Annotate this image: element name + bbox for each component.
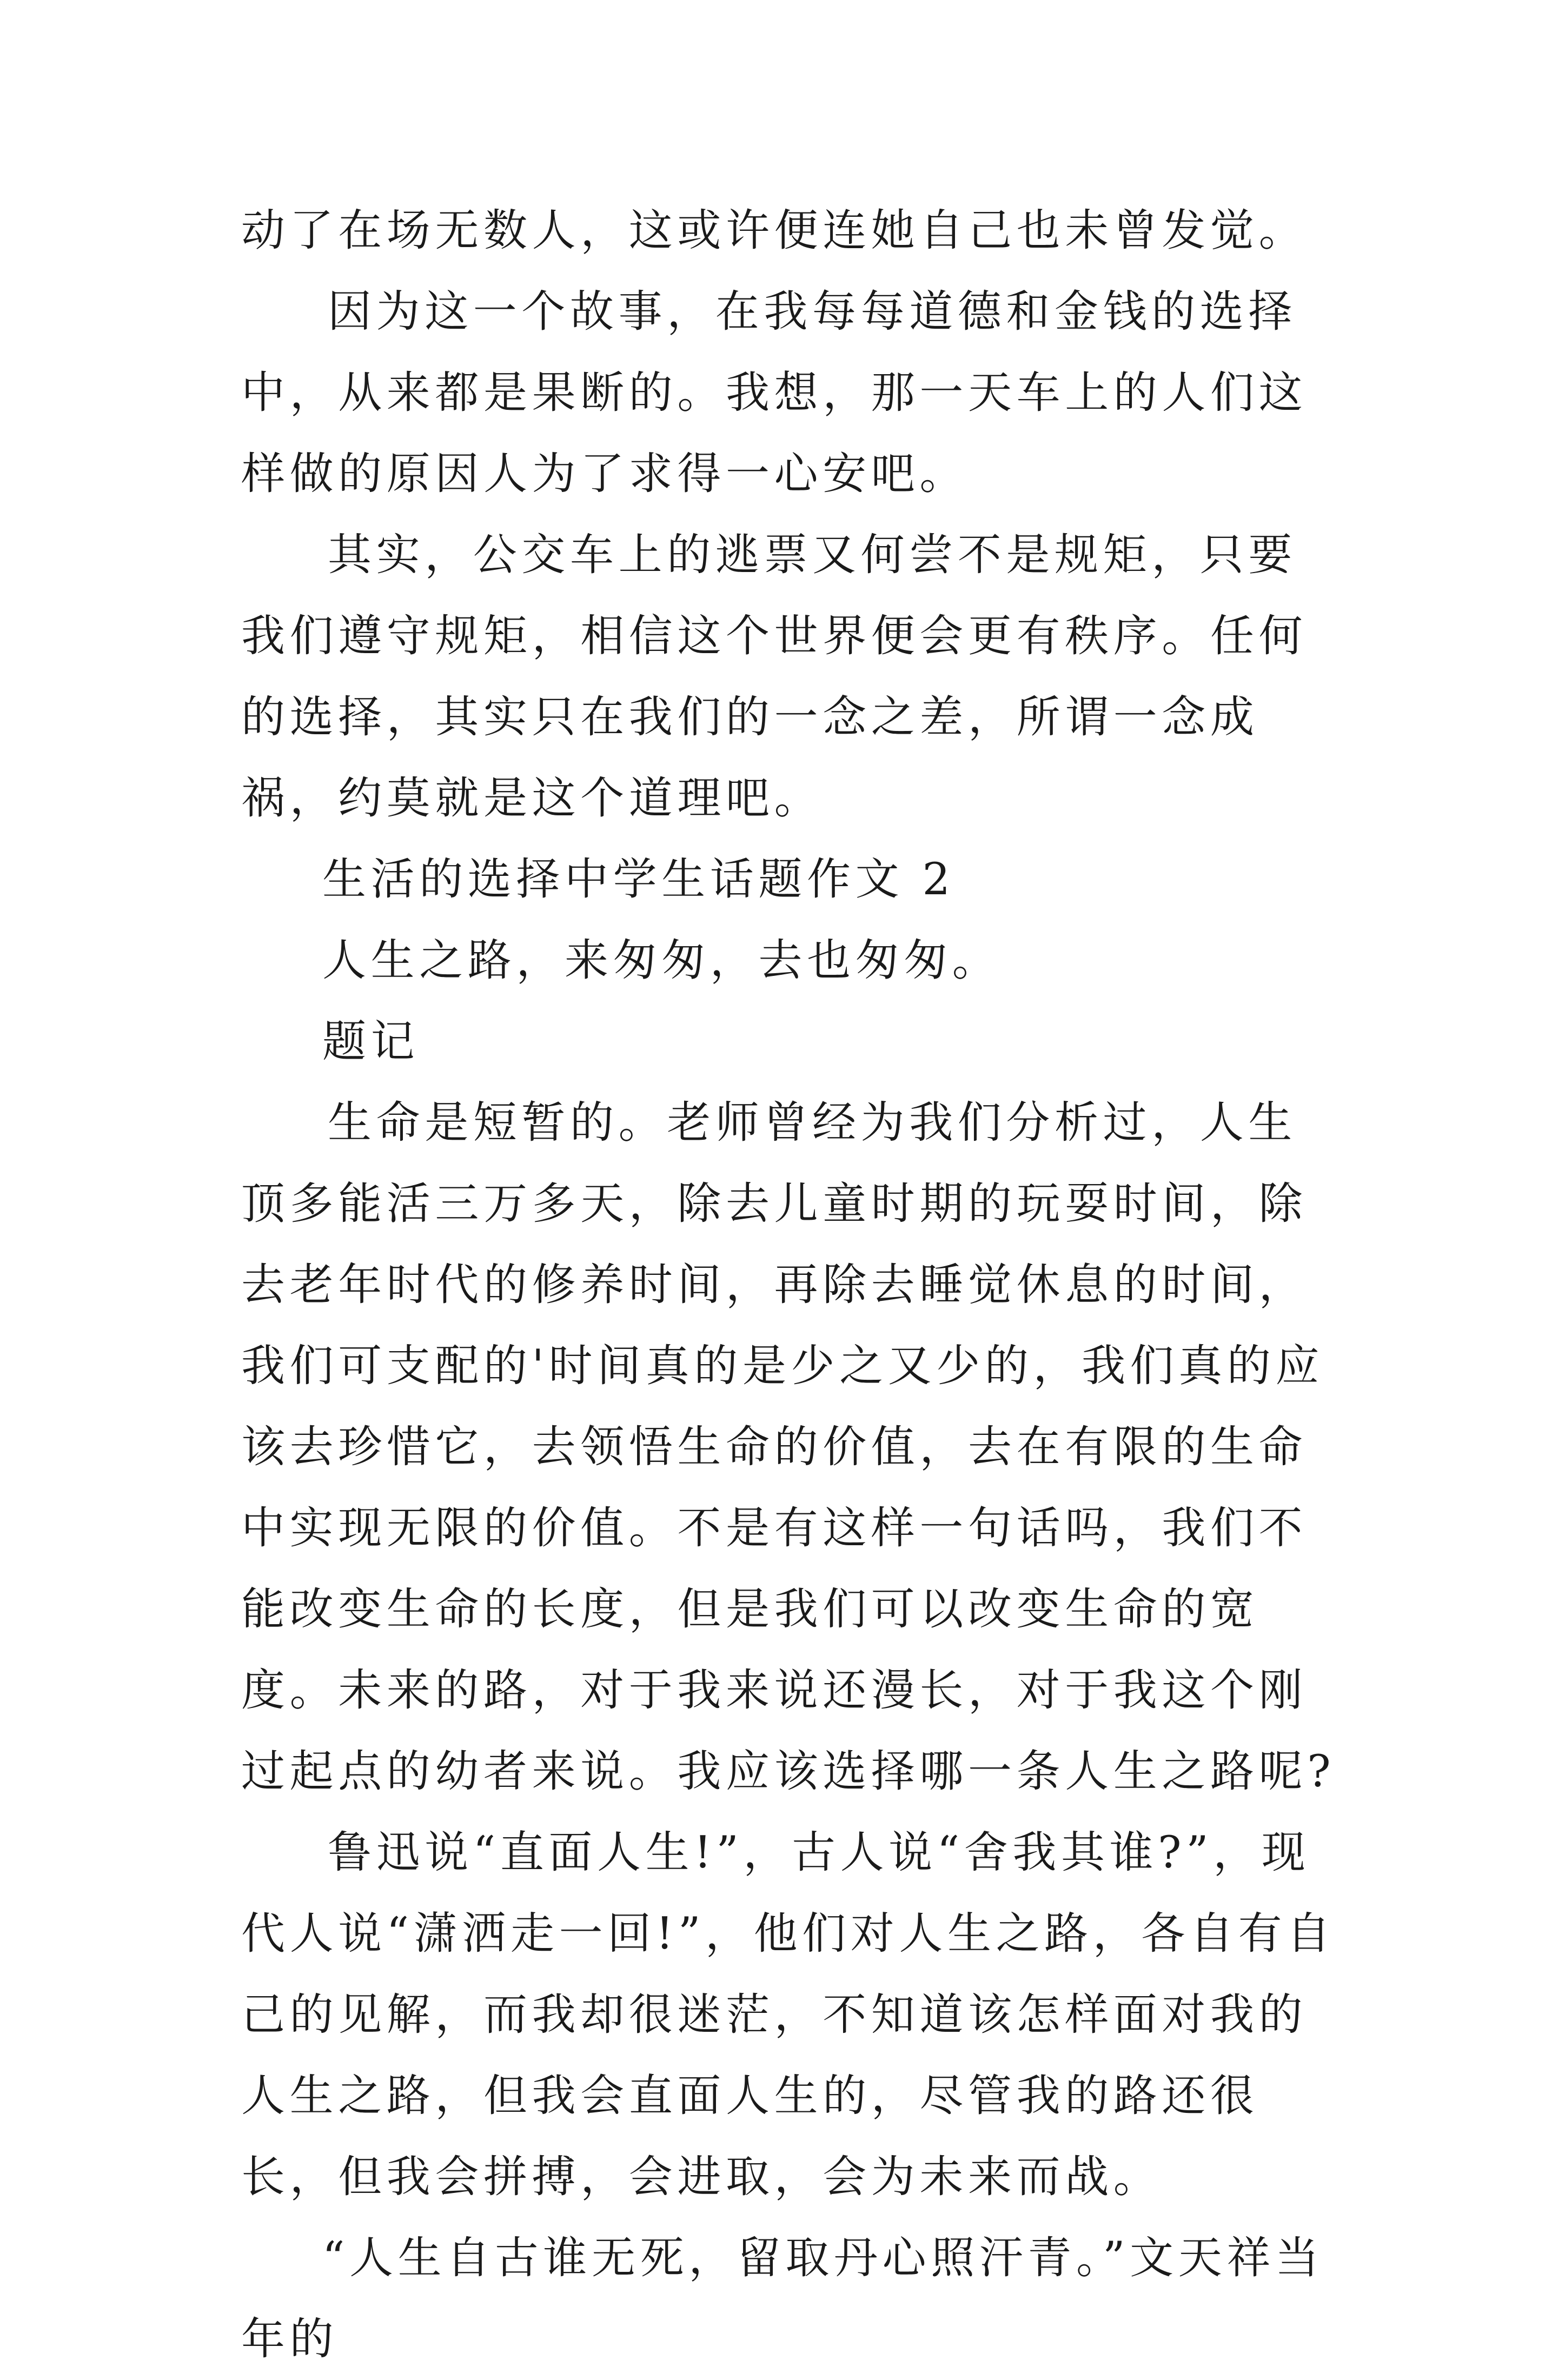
article-body bbox=[241, 190, 1344, 2380]
paragraph-continuation: 动了在场无数人，这或许便连她自己也未曾发觉。 bbox=[241, 205, 1308, 256]
paragraph-rules: 其实，公交车上的逃票又何尝不是规矩，只要我们遵守规矩，相信这个世界便会更有秩序。任何的选择，其实只在我们的一念之差，所谓一念成祸，约莫就是这个道理吧。 bbox=[241, 530, 1308, 824]
paragraph-wentianxiang: “人生自古谁无死，留取丹心照汗青。”文天祥当年的 bbox=[241, 2233, 1324, 2365]
essay-title: 生活的选择中学生话题作文 2 bbox=[322, 854, 955, 905]
epigraph-label: 题记 bbox=[322, 1016, 420, 1067]
paragraph-life-short: 生命是短暂的。老师曾经为我们分析过，人生顶多能活三万多天，除去儿童时期的玩耍时间，除去老年时代的修养时间，再除去睡觉休息的时间，我们可支配的'时间真的是少之又少的，我们真的应该去珍惜它，去领悟生命的价值，去在有限的生命中实现无限的价值。不是有这样一句话吗，我们不能改变生命的长度，但是我们可以改变生命的宽度。未来的路，对于我来说还漫长，对于我这个刚过起点的幼者来说。我应该选择哪一条人生之路呢? bbox=[241, 1098, 1336, 1797]
epigraph: 人生之路，来匆匆，去也匆匆。 bbox=[322, 935, 1001, 986]
paragraph-story-reflection: 因为这一个故事，在我每每道德和金钱的选择中，从来都是果断的。我想，那一天车上的人们这样做的原因人为了求得一心安吧。 bbox=[241, 287, 1308, 500]
paragraph-luxun: 鲁迅说“直面人生!”，古人说“舍我其谁?”，现代人说“潇洒走一回!”，他们对人生之路，各自有自己的见解，而我却很迷茫，不知道该怎样面对我的人生之路，但我会直面人生的，尽管我的路还很长，但我会拼搏，会进取，会为未来而战。 bbox=[241, 1827, 1335, 2203]
